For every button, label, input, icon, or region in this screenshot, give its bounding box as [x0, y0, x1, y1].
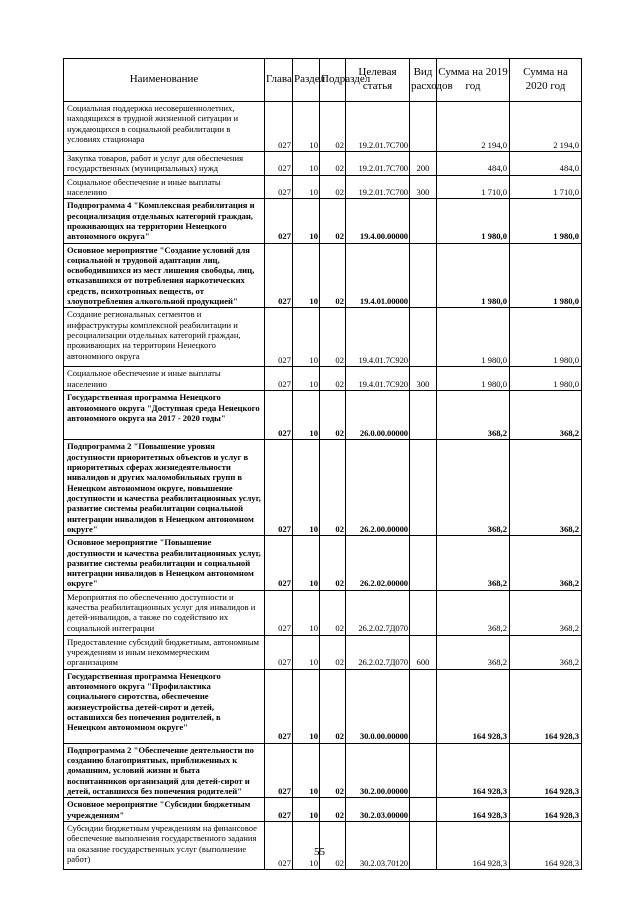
cell-vid: [410, 308, 437, 367]
cell-name: Государственная программа Ненецкого автономного округа "Профилактика социального сиротства, обеспечение жизнеустройства детей-сирот и детей, оставшихся без попечения родителей, в Ненецком автономном округе": [64, 669, 265, 743]
table-row: [64, 590, 582, 635]
cell-vid: [410, 243, 437, 308]
header-sum2019: Сумма на 2019 год: [437, 59, 510, 102]
cell-sum2020: 1 980,0: [510, 367, 582, 391]
cell-podrazdel: 02: [320, 798, 346, 822]
cell-vid: 300: [410, 175, 437, 199]
cell-podrazdel: 02: [320, 635, 346, 669]
cell-sum2019: 1 980,0: [437, 367, 510, 391]
cell-vid: [410, 669, 437, 743]
cell-razdel: 10: [293, 798, 320, 822]
cell-vid: [410, 440, 437, 536]
table-row: [64, 635, 582, 669]
cell-code: 19.4.00.00000: [346, 199, 410, 243]
table-row: [64, 243, 582, 308]
cell-sum2020: 164 928,3: [510, 821, 582, 869]
cell-sum2020: 368,2: [510, 440, 582, 536]
cell-sum2019: 484,0: [437, 152, 510, 176]
cell-razdel: 10: [293, 821, 320, 869]
cell-glava: 027: [265, 391, 293, 440]
cell-glava: 027: [265, 367, 293, 391]
cell-sum2019: 1 980,0: [437, 308, 510, 367]
cell-vid: 200: [410, 152, 437, 176]
cell-podrazdel: 02: [320, 367, 346, 391]
cell-code: 19.2.01.7С700: [346, 102, 410, 152]
cell-code: 19.4.01.00000: [346, 243, 410, 308]
header-glava: Глава: [265, 59, 293, 102]
cell-name: Социальная поддержка несовершеннолетних, находящихся в трудной жизненной ситуации и нуждающихся в социальной реабилитации в условиях стационара: [64, 102, 265, 152]
cell-sum2019: 368,2: [437, 635, 510, 669]
cell-name: Подпрограмма 4 "Комплексная реабилитация и ресоциализация отдельных категорий граждан, проживающих на территории Ненецкого автономного округа": [64, 199, 265, 243]
cell-code: 26.2.02.7Д070: [346, 590, 410, 635]
cell-name: Подпрограмма 2 "Обеспечение деятельности по созданию благоприятных, приближенных к домашним, условий жизни и быта воспитанников организаций для детей-сирот и детей, оставшихся без попечения родителей": [64, 743, 265, 798]
cell-sum2020: 1 710,0: [510, 175, 582, 199]
cell-glava: 027: [265, 152, 293, 176]
cell-podrazdel: 02: [320, 821, 346, 869]
cell-glava: 027: [265, 743, 293, 798]
cell-code: 30.2.03.70120: [346, 821, 410, 869]
table-row: [64, 536, 582, 591]
cell-sum2020: 1 980,0: [510, 243, 582, 308]
cell-vid: [410, 743, 437, 798]
cell-razdel: 10: [293, 243, 320, 308]
cell-sum2020: 1 980,0: [510, 308, 582, 367]
header-sum2020: Сумма на 2020 год: [510, 59, 582, 102]
table-body: [64, 102, 582, 870]
cell-glava: 027: [265, 243, 293, 308]
budget-table: [63, 58, 582, 870]
cell-code: 30.2.00.00000: [346, 743, 410, 798]
cell-sum2019: 368,2: [437, 590, 510, 635]
cell-razdel: 10: [293, 743, 320, 798]
cell-sum2020: 164 928,3: [510, 798, 582, 822]
cell-vid: [410, 798, 437, 822]
cell-podrazdel: 02: [320, 199, 346, 243]
cell-code: 19.2.01.7С700: [346, 175, 410, 199]
table-row: [64, 669, 582, 743]
cell-glava: 027: [265, 102, 293, 152]
cell-code: 19.4.01.7С920: [346, 367, 410, 391]
cell-razdel: 10: [293, 635, 320, 669]
cell-glava: 027: [265, 440, 293, 536]
header-row: [64, 59, 582, 102]
cell-name: Предоставление субсидий бюджетным, автономным учреждениям и иным некоммерческим организациям: [64, 635, 265, 669]
cell-name: Мероприятия по обеспечению доступности и качества реабилитационных услуг для инвалидов и детей-инвалидов, а также по содействию их социальной интеграции: [64, 590, 265, 635]
cell-razdel: 10: [293, 367, 320, 391]
cell-razdel: 10: [293, 152, 320, 176]
cell-razdel: 10: [293, 536, 320, 591]
cell-sum2020: 2 194,0: [510, 102, 582, 152]
cell-vid: [410, 590, 437, 635]
cell-sum2020: 1 980,0: [510, 199, 582, 243]
cell-podrazdel: 02: [320, 536, 346, 591]
cell-sum2019: 1 980,0: [437, 243, 510, 308]
cell-podrazdel: 02: [320, 175, 346, 199]
cell-razdel: 10: [293, 669, 320, 743]
cell-sum2019: 164 928,3: [437, 798, 510, 822]
cell-sum2020: 164 928,3: [510, 669, 582, 743]
cell-glava: 027: [265, 199, 293, 243]
cell-razdel: 10: [293, 102, 320, 152]
cell-glava: 027: [265, 635, 293, 669]
cell-razdel: 10: [293, 440, 320, 536]
cell-code: 30.0.00.00000: [346, 669, 410, 743]
cell-sum2020: 368,2: [510, 635, 582, 669]
cell-podrazdel: 02: [320, 743, 346, 798]
cell-sum2019: 1 980,0: [437, 199, 510, 243]
header-razdel: Раздел: [293, 59, 320, 102]
header-tselevaya: Целевая статья: [346, 59, 410, 102]
cell-sum2019: 164 928,3: [437, 669, 510, 743]
cell-code: 26.2.00.00000: [346, 440, 410, 536]
cell-sum2020: 164 928,3: [510, 743, 582, 798]
cell-sum2019: 164 928,3: [437, 821, 510, 869]
cell-name: Основное мероприятие "Создание условий для социальной и трудовой адаптации лиц, освободившихся из мест лишения свободы, лиц, отказавшихся от потребления наркотических средств, психотропных веществ, от злоупотребления алкогольной продукцией": [64, 243, 265, 308]
cell-vid: [410, 391, 437, 440]
cell-sum2020: 484,0: [510, 152, 582, 176]
cell-code: 26.2.02.00000: [346, 536, 410, 591]
table-row: [64, 102, 582, 152]
cell-sum2020: 368,2: [510, 590, 582, 635]
cell-name: Создание региональных сегментов и инфраструктуры комплексной реабилитации и ресоциализации отдельных категорий граждан, проживающих на территории Ненецкого автономного округа: [64, 308, 265, 367]
cell-code: 19.4.01.7С920: [346, 308, 410, 367]
cell-razdel: 10: [293, 590, 320, 635]
cell-podrazdel: 02: [320, 308, 346, 367]
cell-name: Социальное обеспечение и иные выплаты населению: [64, 175, 265, 199]
cell-podrazdel: 02: [320, 243, 346, 308]
cell-code: 26.0.00.00000: [346, 391, 410, 440]
cell-name: Подпрограмма 2 "Повышение уровня доступности приоритетных объектов и услуг в приоритетных сферах жизнедеятельности инвалидов и других маломобильных групп в Ненецком автономном округе, повышение доступности и качества реабилитационных услуг, развитие системы реабилитации социальной интеграции инвалидов в Ненецком автономном округе": [64, 440, 265, 536]
page-number: 55: [314, 846, 325, 858]
table-row: [64, 440, 582, 536]
cell-razdel: 10: [293, 199, 320, 243]
cell-name: Основное мероприятие "Повышение доступности и качества реабилитационных услуг, развитие системы реабилитации и социальной интеграции инвалидов в Ненецком автономном округе": [64, 536, 265, 591]
table-row: [64, 199, 582, 243]
table-row: [64, 798, 582, 822]
cell-code: 19.2.01.7С700: [346, 152, 410, 176]
cell-podrazdel: 02: [320, 590, 346, 635]
cell-podrazdel: 02: [320, 391, 346, 440]
cell-name: Государственная программа Ненецкого автономного округа "Доступная среда Ненецкого автономного округа на 2017 - 2020 годы": [64, 391, 265, 440]
cell-code: 30.2.03.00000: [346, 798, 410, 822]
cell-razdel: 10: [293, 391, 320, 440]
table-row: [64, 367, 582, 391]
table-row: [64, 152, 582, 176]
cell-vid: [410, 199, 437, 243]
cell-sum2019: 368,2: [437, 391, 510, 440]
cell-podrazdel: 02: [320, 102, 346, 152]
cell-vid: 300: [410, 367, 437, 391]
header-podrazdel: Подраздел: [320, 59, 346, 102]
cell-name: Социальное обеспечение и иные выплаты населению: [64, 367, 265, 391]
table-row: [64, 391, 582, 440]
cell-vid: 600: [410, 635, 437, 669]
cell-razdel: 10: [293, 308, 320, 367]
table-row: [64, 175, 582, 199]
table-row: [64, 743, 582, 798]
cell-vid: [410, 536, 437, 591]
cell-vid: [410, 102, 437, 152]
cell-sum2019: 368,2: [437, 440, 510, 536]
table-row: [64, 308, 582, 367]
cell-glava: 027: [265, 536, 293, 591]
header-vid: Вид расходов: [410, 59, 437, 102]
cell-razdel: 10: [293, 175, 320, 199]
cell-name: Субсидии бюджетным учреждениям на финансовое обеспечение выполнения государственного задания на оказание государственных услуг (выполнение работ): [64, 821, 265, 869]
cell-podrazdel: 02: [320, 152, 346, 176]
cell-glava: 027: [265, 308, 293, 367]
cell-sum2019: 2 194,0: [437, 102, 510, 152]
cell-podrazdel: 02: [320, 669, 346, 743]
cell-sum2019: 1 710,0: [437, 175, 510, 199]
cell-glava: 027: [265, 590, 293, 635]
cell-name: Закупка товаров, работ и услуг для обеспечения государственных (муниципальных) нужд: [64, 152, 265, 176]
cell-sum2020: 368,2: [510, 391, 582, 440]
header-name: Наименование: [64, 59, 265, 102]
cell-podrazdel: 02: [320, 440, 346, 536]
cell-glava: 027: [265, 821, 293, 869]
cell-glava: 027: [265, 798, 293, 822]
cell-sum2019: 368,2: [437, 536, 510, 591]
cell-code: 26.2.02.7Д070: [346, 635, 410, 669]
cell-name: Основное мероприятие "Субсидии бюджетным учреждениям": [64, 798, 265, 822]
cell-sum2020: 368,2: [510, 536, 582, 591]
cell-glava: 027: [265, 175, 293, 199]
cell-sum2019: 164 928,3: [437, 743, 510, 798]
cell-glava: 027: [265, 669, 293, 743]
